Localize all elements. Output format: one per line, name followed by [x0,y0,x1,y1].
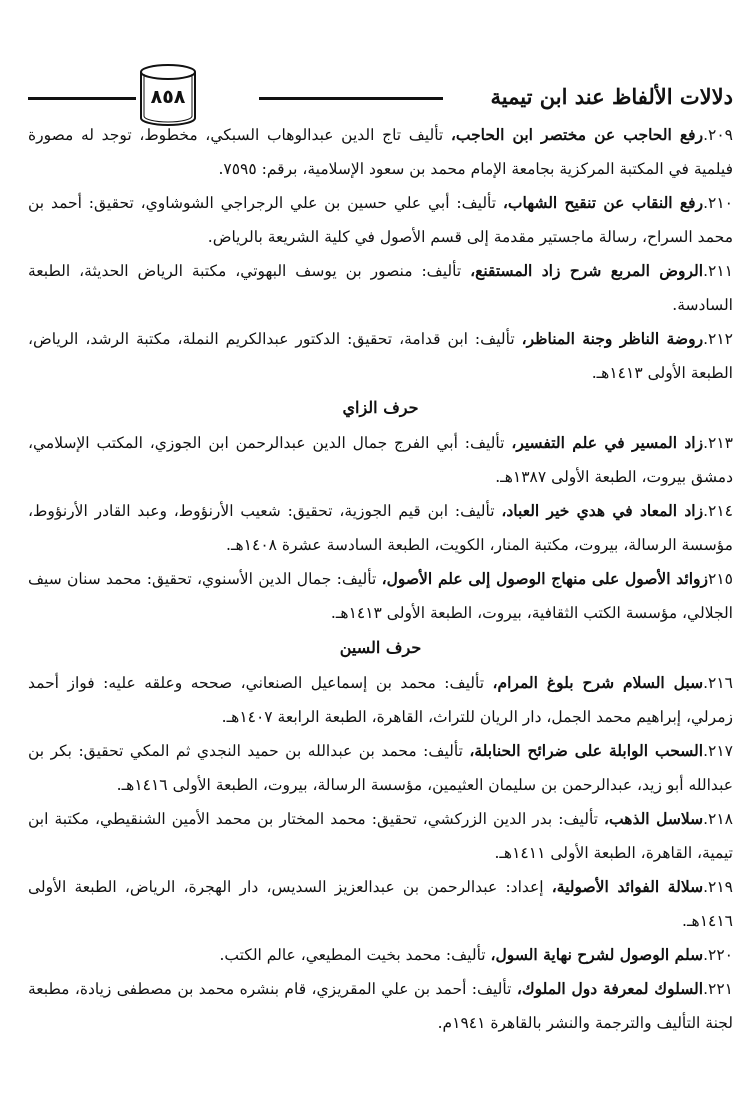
entry-title: زاد المسير في علم التفسير، [511,433,704,452]
bibliography-entry [28,186,733,254]
bibliography-entry [28,562,733,630]
entry-details: تأليف: ابن قدامة، تحقيق: الدكتور عبدالكريم النملة، مكتبة الرشد، الرياض، الطبعة الأولى ١٤١٣هـ. [28,330,733,382]
entry-details: إعداد: عبدالرحمن بن عبدالعزيز السديس، دار الهجرة، الرياض، الطبعة الأولى ١٤١٦هـ. [28,878,733,930]
entry-title: سبل السلام شرح بلوغ المرام، [492,673,704,692]
page-number: ٨٥٨ [150,86,186,108]
bibliography-entry [28,802,733,870]
bibliography-body [28,118,733,1040]
entry-title: رفع النقاب عن تنقيح الشهاب، [502,193,704,212]
bibliography-entry [28,666,733,734]
entry-title: الروض المربع شرح زاد المستقنع، [470,261,704,280]
entry-number: ٢١٦. [703,674,734,692]
header-rule-left [28,97,136,100]
entry-title: زوائد الأصول على منهاج الوصول إلى علم الأصول، [381,569,709,588]
entry-title: سلالة الفوائد الأصولية، [551,877,704,896]
entry-number: ٢٢٠. [703,946,733,964]
entries-group-seen [28,666,733,1040]
section-heading-zay: حرف الزاي [342,398,419,417]
bibliography-entry [28,118,733,186]
entry-title: السحب الوابلة على ضرائح الحنابلة، [469,741,704,760]
entry-number: ٢١٢. [703,330,733,348]
section-heading-seen: حرف السين [339,638,422,657]
entry-number: ٢١٧. [703,742,733,760]
entry-details: تأليف: أحمد بن علي المقريزي، قام بنشره محمد بن مصطفى زيادة، مطبعة لجنة التأليف والترجمة والنشر بالقاهرة ١٩٤١م. [28,980,733,1032]
bibliography-entry [28,972,733,1040]
entry-number: ٢٠٩. [703,126,733,144]
entry-details: تأليف: ابن قيم الجوزية، تحقيق: شعيب الأرنؤوط، وعبد القادر الأرنؤوط، مؤسسة الرسالة، بيروت، مكتبة المنار، الكويت، الطبعة السادسة عشرة ١٤٠٨هـ. [28,502,733,554]
bibliography-entry [28,494,733,562]
entry-number: ٢١٩. [703,878,733,896]
header-rule-right [259,97,443,100]
entry-number: ٢٢١. [703,980,733,998]
entry-number: ٢١١. [703,262,733,280]
entry-details: تأليف: منصور بن يوسف البهوتي، مكتبة الرياض الحديثة، الطبعة السادسة. [28,262,733,314]
entry-title: زاد المعاد في هدي خير العباد، [501,501,704,520]
entry-details: تأليف: أبي الفرج جمال الدين عبدالرحمن ابن الجوزي، المكتب الإسلامي، دمشق بيروت، الطبعة الأولى ١٣٨٧هـ. [28,434,733,486]
bibliography-entry [28,734,733,802]
book-page [28,0,733,1102]
entry-title: سلاسل الذهب، [604,809,704,828]
entry-details: تأليف تاج الدين عبدالوهاب السبكي، مخطوط، توجد له مصورة فيلمية في المكتبة المركزية بجامعة الإمام محمد بن سعود الإسلامية، برقم: ٧٥٩٥. [28,126,733,178]
entry-title: روضة الناظر وجنة المناظر، [521,329,704,348]
bibliography-entry [28,254,733,322]
entry-title: السلوك لمعرفة دول الملوك، [516,979,704,998]
entry-title: رفع الحاجب عن مختصر ابن الحاجب، [450,125,704,144]
entry-number: ٢١٤. [703,502,733,520]
bibliography-entry [28,870,733,938]
entry-details: تأليف: محمد بن عبدالله بن حميد النجدي ثم المكي تحقيق: بكر بن عبدالله أبو زيد، عبدالرحمن بن سليمان العثيمين، مؤسسة الرسالة، بيروت، الطبعة الأولى ١٤١٦هـ. [28,742,733,794]
entry-number: ٢١٣. [703,434,733,452]
bibliography-entry [28,322,733,390]
entry-number: ٢١٨. [703,810,734,828]
entry-number: ٢١٠. [703,194,733,212]
bibliography-entry [28,938,733,972]
entry-details: تأليف: محمد بن إسماعيل الصنعاني، صححه وعلقه عليه: فواز أحمد زمرلي، إبراهيم محمد الجمل، دار الريان للتراث، القاهرة، الطبعة الرابعة ١٤٠٧هـ. [28,674,733,726]
entry-details: تأليف: بدر الدين الزركشي، تحقيق: محمد المختار بن محمد الأمين الشنقيطي، مكتبة ابن تيمية، القاهرة، الطبعة الأولى ١٤١١هـ. [28,810,733,862]
entries-group-zay [28,426,733,630]
entry-details: تأليف: جمال الدين الأسنوي، تحقيق: محمد سنان سيف الجلالي، مؤسسة الكتب الثقافية، بيروت، الطبعة الأولى ١٤١٣هـ. [28,570,733,622]
entries-group-before [28,118,733,390]
entry-details: تأليف: أبي علي حسين بن علي الرجراجي الشوشاوي، تحقيق: أحمد بن محمد السراح، رسالة ماجستير مقدمة إلى قسم الأصول في كلية الشريعة بالرياض. [28,194,733,246]
bibliography-entry [28,426,733,494]
entry-details: تأليف: محمد بخيت المطيعي، عالم الكتب. [219,946,491,964]
entry-number: ٢١٥ [708,570,734,588]
running-title: دلالات الألفاظ عند ابن تيمية [490,84,733,109]
entry-title: سلم الوصول لشرح نهاية السول، [490,945,704,964]
